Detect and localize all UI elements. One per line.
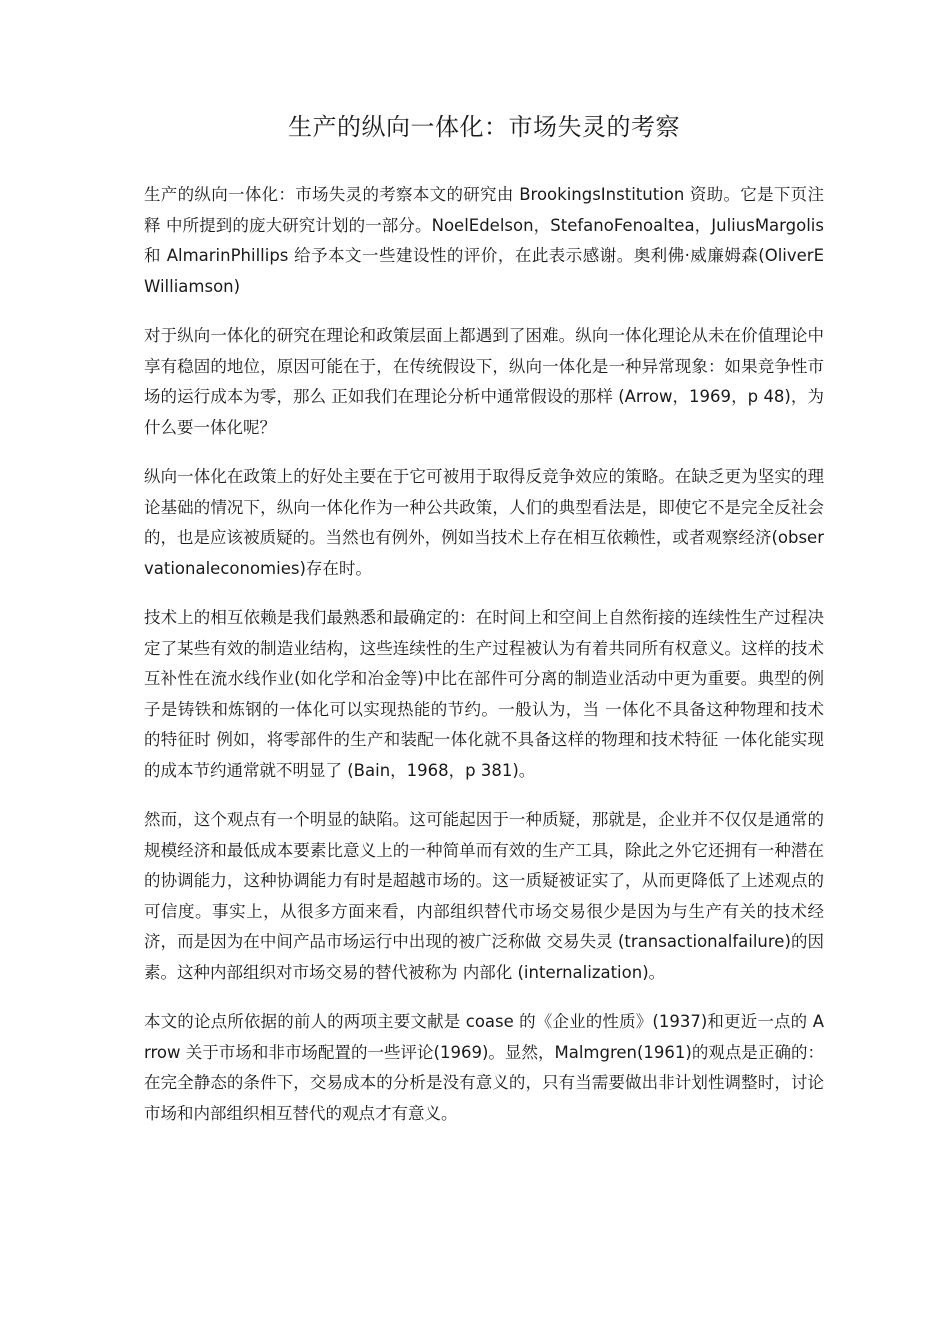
paragraph-theory-difficulty: 对于纵向一体化的研究在理论和政策层面上都遇到了困难。纵向一体化理论从未在价值理论中享有稳固的地位，原因可能在于，在传统假设下，纵向一体化是一种异常现象：如果竞争性市场的运行成本为零，那么 正如我们在理论分析中通常假设的那样 (Arrow，1969，p 48)，为什么要一体化呢？	[144, 326, 824, 437]
paragraph-acknowledgement: 生产的纵向一体化：市场失灵的考察本文的研究由 BrookingsInstitution 资助。它是下页注释 中所提到的庞大研究计划的一部分。NoelEdelson，StefanoFenoaltea，JuliusMargolis 和 AlmarinPhillips 给予本文一些建设性的评价，在此表示感谢。奥利佛·威廉姆森(OliverEWilliamson)	[144, 185, 824, 296]
paragraph-policy: 纵向一体化在政策上的好处主要在于它可被用于取得反竞争效应的策略。在缺乏更为坚实的理论基础的情况下，纵向一体化作为一种公共政策，人们的典型看法是，即使它不是完全反社会的，也是应该被质疑的。当然也有例外，例如当技术上存在相互依赖性，或者观察经济(observationaleconomies)存在时。	[144, 467, 824, 578]
paragraph-transactional-failure: 然而，这个观点有一个明显的缺陷。这可能起因于一种质疑，那就是，企业并不仅仅是通常的规模经济和最低成本要素比意义上的一种简单而有效的生产工具，除此之外它还拥有一种潜在的协调能力，这种协调能力有时是超越市场的。这一质疑被证实了，从而更降低了上述观点的可信度。事实上，从很多方面来看，内部组织替代市场交易很少是因为与生产有关的技术经济，而是因为在中间产品市场运行中出现的被广泛称做 交易失灵 (transactionalfailure)的因素。这种内部组织对市场交易的替代被称为 内部化 (internalization)。	[144, 810, 824, 982]
paragraph-literature: 本文的论点所依据的前人的两项主要文献是 coase 的《企业的性质》(1937)和更近一点的 Arrow 关于市场和非市场配置的一些评论(1969)。显然，Malmgren(1961)的观点是正确的：在完全静态的条件下，交易成本的分析是没有意义的，只有当需要做出非计划性调整时，讨论市场和内部组织相互替代的观点才有意义。	[144, 1012, 824, 1123]
document-title: 生产的纵向一体化：市场失灵的考察	[288, 113, 680, 141]
document-page	[144, 108, 824, 1148]
paragraph-technical-interdependence: 技术上的相互依赖是我们最熟悉和最确定的：在时间上和空间上自然衔接的连续性生产过程决定了某些有效的制造业结构，这些连续性的生产过程被认为有着共同所有权意义。这样的技术互补性在流水线作业(如化学和冶金等)中比在部件可分离的制造业活动中更为重要。典型的例子是铸铁和炼钢的一体化可以实现热能的节约。一般认为，当 一体化不具备这种物理和技术的特征时 例如，将零部件的生产和装配一体化就不具备这样的物理和技术特征 一体化能实现的成本节约通常就不明显了 (Bain，1968，p 381)。	[144, 608, 824, 780]
